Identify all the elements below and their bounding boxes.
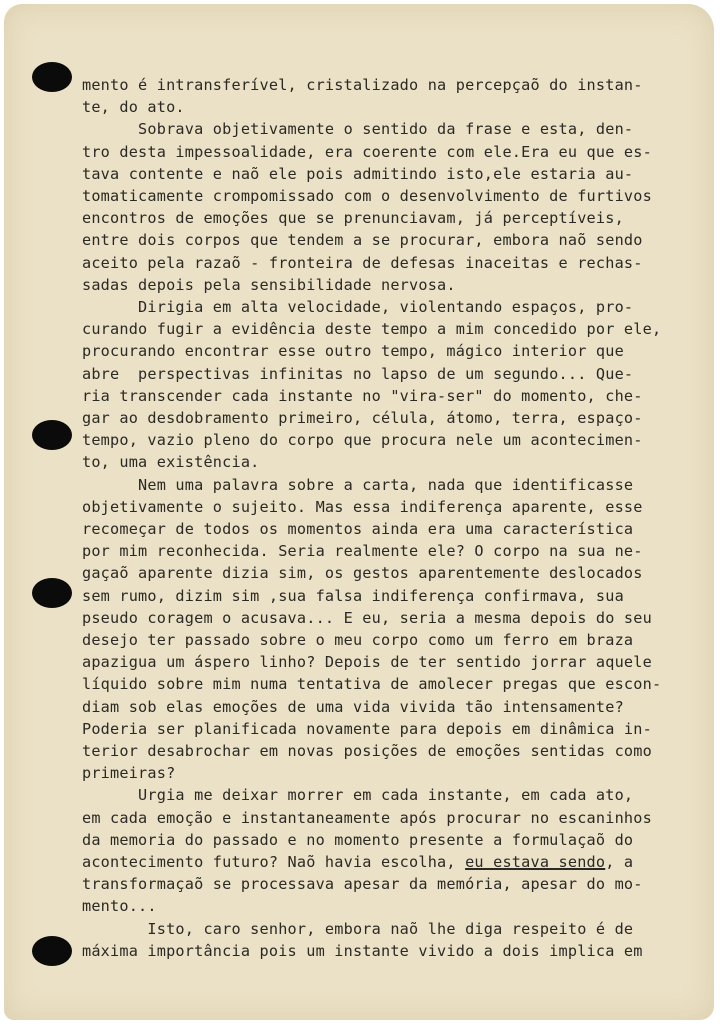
text-line: ria transcender cada instante no "vira-ser" do momento, che- [82, 386, 643, 405]
text-line: procurando encontrar esse outro tempo, mágico interior que [82, 342, 624, 361]
text-line: recomeçar de todos os momentos ainda era uma característica [82, 520, 634, 538]
text-line: tava contente e naõ ele pois admitindo isto,ele estaria au- [82, 164, 634, 183]
text-line: Dirigia em alta velocidade, violentando espaços, pro- [82, 298, 634, 316]
binder-hole-4 [32, 936, 72, 966]
binder-hole-3 [32, 578, 72, 608]
text-line: pseudo coragem o acusava... E eu, seria a mesma depois do seu [82, 608, 652, 627]
text-line: por mim reconhecida. Seria realmente ele? O corpo na sua ne- [82, 542, 643, 561]
text-line: tempo, vazio pleno do corpo que procura nele um acontecimen- [82, 431, 643, 450]
text-line: Urgia me deixar morrer em cada instante, em cada ato, [82, 786, 634, 805]
text-line: abre perspectivas infinitas no lapso de um segundo... Que- [82, 364, 634, 383]
text-line: objetivamente o sujeito. Mas essa indiferença aparente, esse [82, 497, 643, 516]
underlined-phrase: eu estava sendo [465, 853, 606, 871]
binder-hole-1 [32, 62, 72, 92]
text-line: mento é intransferível, cristalizado na percepçaõ do instan- [82, 76, 643, 94]
text-line: Isto, caro senhor, embora naõ lhe diga respeito é de [82, 919, 634, 938]
text-line: gar ao desdobramento primeiro, célula, átomo, terra, espaço- [82, 409, 643, 427]
text-line: mento... [82, 897, 157, 916]
typewritten-page [4, 4, 714, 1020]
text-line: Nem uma palavra sobre a carta, nada que identificasse [82, 475, 634, 494]
text-line: gaçaõ aparente dizia sim, os gestos aparentemente deslocados [82, 564, 643, 583]
text-line: diam sob elas emoções de uma vida vivida tão intensamente? [82, 697, 624, 716]
text-line: apazigua um áspero linho? Depois de ter sentido jorrar aquele [82, 653, 652, 672]
text-line: to, uma existência. [82, 453, 260, 472]
text-line: te, do ato. [82, 98, 185, 117]
text-line: da memoria do passado e no momento presente a formulaçaõ do [82, 830, 634, 849]
text-line: sem rumo, dizim sim ,sua falsa indiferença confirmava, sua [82, 586, 624, 605]
text-line: encontros de emoções que se prenunciavam, já perceptíveis, [82, 209, 624, 228]
text-line: primeiras? [82, 764, 176, 783]
text-line: tro desta impessoalidade, era coerente com ele.Era eu que es- [82, 142, 652, 161]
text-line: acontecimento futuro? Naõ havia escolha, eu estava sendo, a [82, 853, 634, 871]
text-line: curando fugir a evidência deste tempo a mim concedido por ele, [82, 320, 662, 339]
text-line: transformaçaõ se processava apesar da memória, apesar do mo- [82, 875, 643, 894]
text-line: máxima importância pois um instante vivido a dois implica em [82, 941, 643, 960]
text-line: Poderia ser planificada novamente para depois em dinâmica in- [82, 719, 652, 738]
text-line: líquido sobre mim numa tentativa de amolecer pregas que escon- [82, 675, 662, 694]
text-line: tomaticamente crompomissado com o desenvolvimento de furtivos [82, 187, 652, 205]
text-line: desejo ter passado sobre o meu corpo como um ferro em braza [82, 631, 634, 649]
text-line: Sobrava objetivamente o sentido da frase e esta, den- [82, 120, 634, 139]
text-line: entre dois corpos que tendem a se procurar, embora naõ sendo [82, 231, 643, 250]
text-line: terior desabrochar em novas posições de emoções sentidas como [82, 742, 652, 760]
text-line: sadas depois pela sensibilidade nervosa. [82, 275, 456, 294]
text-line: aceito pela razaõ - fronteira de defesas inaceitas e rechas- [82, 253, 643, 272]
text-line: em cada emoção e instantaneamente após procurar no escaninhos [82, 808, 652, 827]
binder-hole-2 [32, 420, 72, 450]
